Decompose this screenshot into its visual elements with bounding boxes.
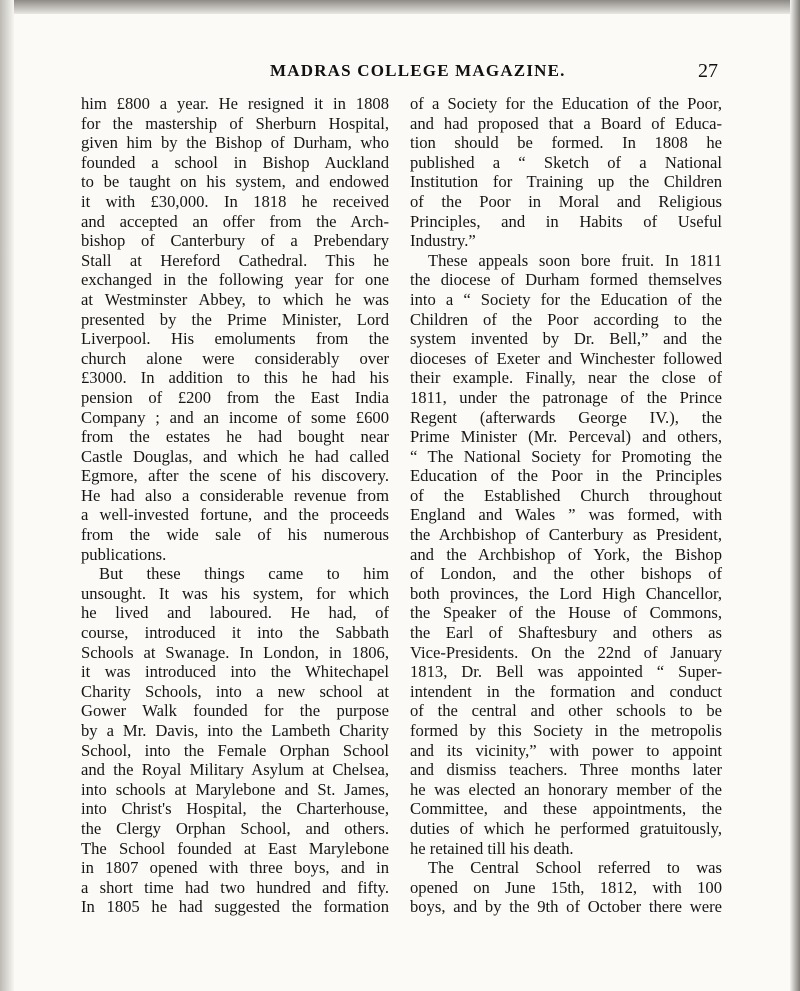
text-column-right — [410, 94, 722, 917]
text-line: church alone were considerably over — [81, 348, 389, 368]
text-line: and the Archbishop of York, the Bishop — [410, 544, 722, 564]
text-line: unsought. It was his system, for which — [81, 583, 389, 603]
text-line: course, introduced it into the Sabbath — [81, 623, 389, 643]
text-line: of the Established Church throughout — [410, 485, 722, 505]
text-line: intendent in the formation and conduct — [410, 681, 722, 701]
text-line: from the estates he had bought near — [81, 427, 389, 447]
text-line: their example. Finally, near the close of — [410, 368, 722, 388]
text-line: The Central School referred to was — [428, 858, 722, 878]
text-line: bishop of Canterbury of a Prebendary — [81, 231, 389, 251]
text-line: boys, and by the 9th of October there were — [410, 897, 722, 917]
text-line: 1813, Dr. Bell was appointed “ Super- — [410, 662, 722, 682]
text-column-left — [81, 94, 389, 917]
page-number: 27 — [698, 60, 718, 82]
text-line: it with £30,000. In 1818 he received — [81, 191, 389, 211]
text-line: Committee, and these appointments, the — [410, 799, 722, 819]
text-line: tion should be formed. In 1808 he — [410, 133, 722, 153]
text-line: him £800 a year. He resigned it in 1808 — [81, 94, 389, 113]
text-line: of London, and the other bishops of — [410, 564, 722, 584]
text-line: Regent (afterwards George IV.), the — [410, 407, 722, 427]
text-line: England and Wales ” was formed, with — [410, 505, 722, 525]
text-line: Children of the Poor according to the — [410, 309, 722, 329]
text-line: formed by this Society in the metropolis — [410, 721, 722, 740]
text-line: the Earl of Shaftesbury and others as — [410, 623, 722, 643]
text-line: in 1807 opened with three boys, and in — [81, 858, 389, 878]
text-line: and dismiss teachers. Three months later — [410, 760, 722, 780]
text-line: for the mastership of Sherburn Hospital, — [81, 113, 389, 133]
text-line: the Clergy Orphan School, and others. — [81, 818, 389, 838]
text-line: of the central and other schools to be — [410, 701, 722, 721]
text-line: These appeals soon bore fruit. In 1811 — [428, 250, 722, 270]
text-line: He had also a considerable revenue from — [81, 485, 389, 505]
text-line: Education of the Poor in the Principles — [410, 466, 722, 486]
text-line: £3000. In addition to this he had his — [81, 368, 389, 388]
text-line: a short time had two hundred and fifty. — [81, 877, 389, 897]
text-line: Liverpool. His emoluments from the — [81, 329, 389, 349]
text-line: the diocese of Durham formed themselves — [410, 270, 722, 290]
scan-shadow-right — [790, 0, 800, 991]
text-line: into schools at Marylebone and St. James, — [81, 779, 389, 799]
text-line: he retained till his death. — [410, 838, 574, 858]
text-line: Gower Walk founded for the purpose — [81, 701, 389, 721]
text-line: into Christ's Hospital, the Charterhouse, — [81, 799, 389, 819]
text-line: Vice-Presidents. On the 22nd of January — [410, 642, 722, 662]
text-line: opened on June 15th, 1812, with 100 — [410, 877, 722, 897]
text-line: presented by the Prime Minister, Lord — [81, 309, 389, 329]
text-line: of a Society for the Education of the Poor, — [410, 94, 722, 113]
scan-shadow-top — [0, 0, 800, 14]
text-line: Charity Schools, into a new school at — [81, 681, 389, 701]
text-line: given him by the Bishop of Durham, who — [81, 133, 389, 153]
text-line: and accepted an offer from the Arch- — [81, 211, 389, 231]
text-line: publications. — [81, 544, 167, 564]
text-line: “ The National Society for Promoting the — [410, 446, 722, 466]
text-line: at Westminster Abbey, to which he was — [81, 289, 389, 309]
text-line: Castle Douglas, and which he had called — [81, 446, 389, 466]
scan-shadow-left — [0, 0, 14, 991]
text-line: and its vicinity,” with power to appoint — [410, 740, 722, 760]
text-line: both provinces, the Lord High Chancellor, — [410, 583, 722, 603]
text-line: Egmore, after the scene of his discovery. — [81, 466, 389, 486]
text-line: and the Royal Military Asylum at Chelsea, — [81, 760, 389, 780]
text-line: But these things came to him — [99, 564, 389, 584]
text-line: by a Mr. Davis, into the Lambeth Charity — [81, 721, 389, 740]
text-line: School, into the Female Orphan School — [81, 740, 389, 760]
text-line: Prime Minister (Mr. Perceval) and others, — [410, 427, 722, 447]
text-line: In 1805 he had suggested the formation — [81, 897, 389, 917]
text-line: from the wide sale of his numerous — [81, 525, 389, 545]
text-line: Principles, and in Habits of Useful — [410, 211, 722, 231]
text-line: he was elected an honorary member of the — [410, 779, 722, 799]
text-line: a well-invested fortune, and the proceeds — [81, 505, 389, 525]
text-line: Industry.” — [410, 231, 476, 251]
text-line: 1811, under the patronage of the Prince — [410, 387, 722, 407]
text-line: founded a school in Bishop Auckland — [81, 152, 389, 172]
running-title: MADRAS COLLEGE MAGAZINE. — [270, 61, 566, 80]
text-line: exchanged in the following year for one — [81, 270, 389, 290]
text-line: published a “ Sketch of a National — [410, 152, 722, 172]
text-line: it was introduced into the Whitechapel — [81, 662, 389, 682]
text-line: and had proposed that a Board of Educa- — [410, 113, 722, 133]
text-line: the Archbishop of Canterbury as President, — [410, 525, 722, 545]
text-line: Schools at Swanage. In London, in 1806, — [81, 642, 389, 662]
text-line: the Speaker of the House of Commons, — [410, 603, 722, 623]
text-line: Stall at Hereford Cathedral. This he — [81, 250, 389, 270]
text-line: to be taught on his system, and endowed — [81, 172, 389, 192]
text-line: Company ; and an income of some £600 — [81, 407, 389, 427]
text-line: of the Poor in Moral and Religious — [410, 191, 722, 211]
text-line: dioceses of Exeter and Winchester followed — [410, 348, 722, 368]
text-line: Institution for Training up the Children — [410, 172, 722, 192]
text-line: The School founded at East Marylebone — [81, 838, 389, 858]
text-line: into a “ Society for the Education of the — [410, 289, 722, 309]
text-line: he lived and laboured. He had, of — [81, 603, 389, 623]
text-line: pension of £200 from the East India — [81, 387, 389, 407]
text-line: system invented by Dr. Bell,” and the — [410, 329, 722, 349]
text-line: duties of which he performed gratuitously, — [410, 818, 722, 838]
